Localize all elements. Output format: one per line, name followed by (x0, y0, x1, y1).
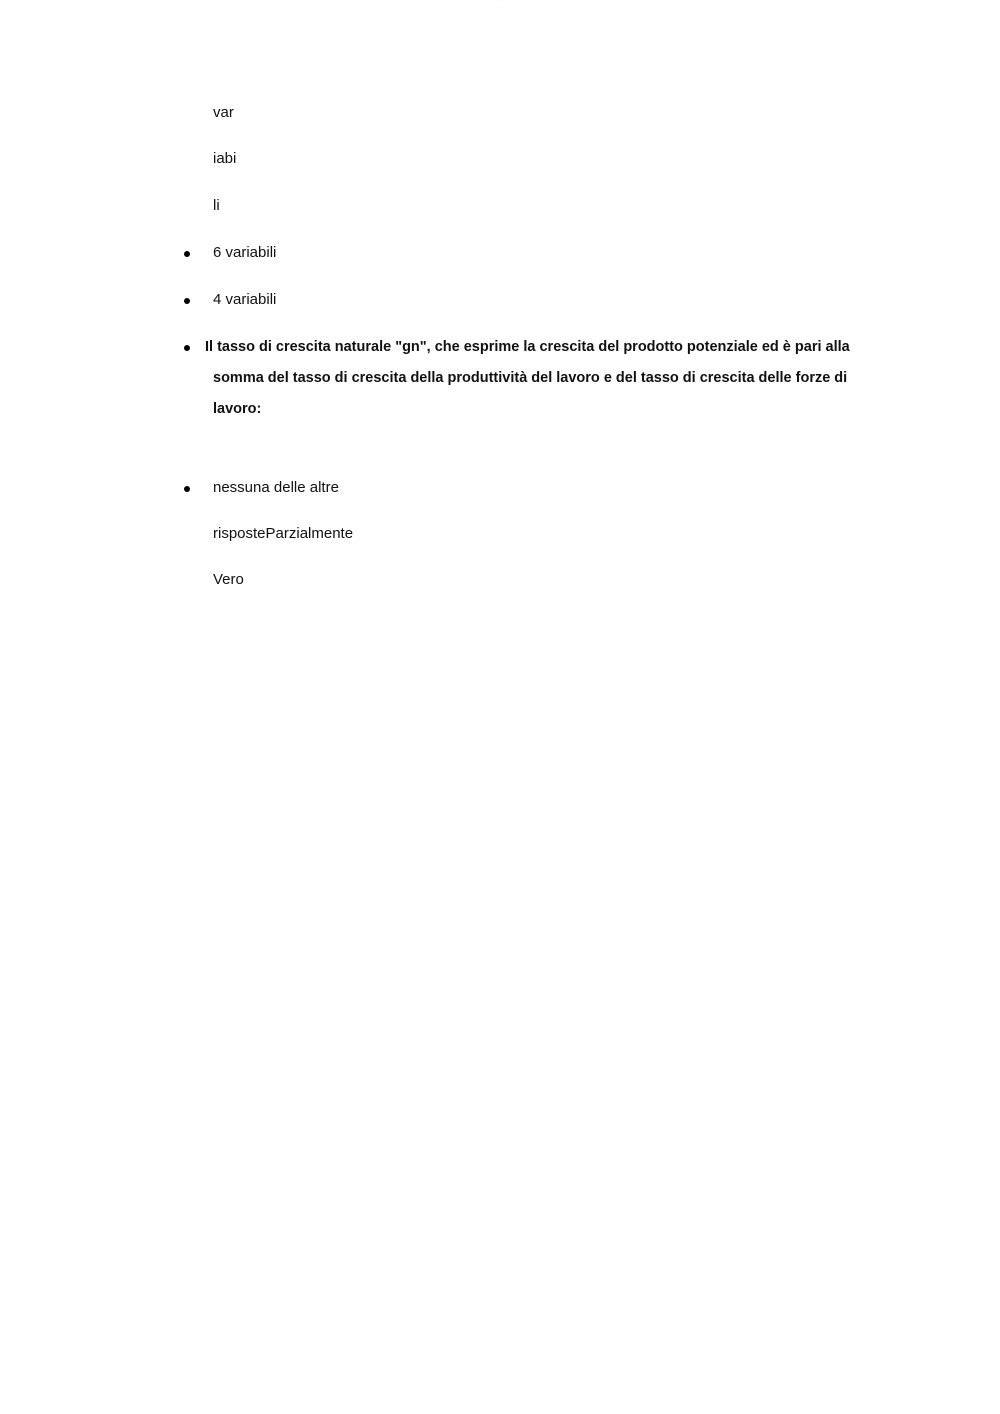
bullet-icon (184, 251, 190, 257)
bullet-icon (184, 486, 190, 492)
bullet-icon (184, 298, 190, 304)
question-text: lavoro: (213, 401, 262, 417)
text-fragment: iabi (213, 150, 237, 167)
text-fragment: var (213, 104, 234, 121)
question-text: somma del tasso di crescita della produttività del lavoro e del tasso di crescita delle forze di (213, 370, 848, 386)
page-header-mark: ... (498, 0, 500, 2)
text-line: risposteParzialmente (213, 525, 354, 542)
question-text: Il tasso di crescita naturale "gn", che esprime la crescita del prodotto potenziale ed è pari alla (205, 339, 850, 355)
list-item: 6 variabili (213, 244, 277, 261)
list-item: 4 variabili (213, 291, 277, 308)
bullet-icon (184, 345, 190, 351)
list-item: nessuna delle altre (213, 479, 339, 496)
text-fragment: li (213, 197, 220, 214)
text-line: Vero (213, 571, 244, 588)
